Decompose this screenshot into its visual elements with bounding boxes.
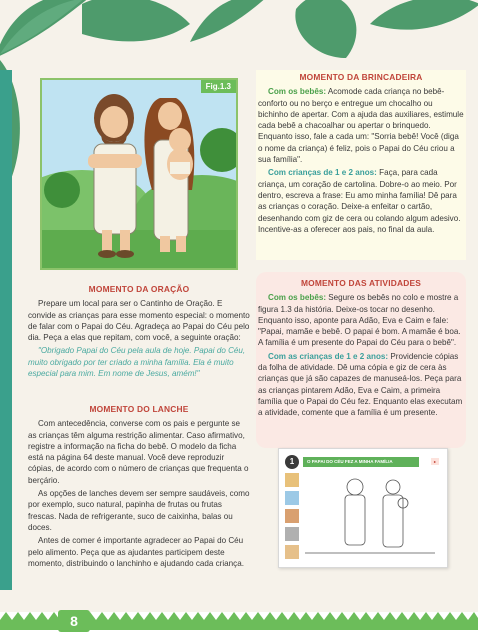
activity-sheet-thumbnail	[278, 448, 448, 568]
heading-atividades: MOMENTO DAS ATIVIDADES	[300, 278, 422, 288]
heading-oracao: MOMENTO DA ORAÇÃO	[88, 284, 190, 294]
sheet-title: O PAPAI DO CÉU FEZ A MINHA FAMÍLIA	[303, 457, 419, 467]
atividades-paragraph-1	[258, 292, 464, 348]
prayer-text: "Obrigado Papai do Céu pela aula de hoje. Papai do Céu, muito obrigado por ter criado a minha família. Ela é muito especial para mim. Em nome de Jesus, amém!"	[28, 346, 246, 379]
lead-criancas: Com crianças de 1 e 2 anos:	[268, 168, 377, 178]
lanche-paragraph-1: Com antecedência, converse com os pais e pergunte se as crianças têm alguma restrição alimentar. Caso afirmativo, registre a informação na ficha do bebê. O modelo da ficha está na página 64 deste manual. Você deve reproduzir cópias, de acordo com o número de crianças que frequenta o berçário.	[28, 419, 249, 485]
oracao-paragraph: Prepare um local para ser o Cantinho de Oração. E convide as crianças para esse momento especial: o momento de falar com o Papai do Céu. Agradeça ao Papai do Céu pelo dia. Peça a elas que repitam, com você, a seguinte oração:	[28, 299, 250, 343]
heading-lanche: MOMENTO DO LANCHE	[89, 404, 189, 414]
page-number: 8	[58, 610, 90, 632]
illustration-adam-eve-cain	[40, 78, 238, 270]
brincadeira-text-1: Acomode cada criança no bebê-conforto ou no berço e entregue um chocalho ou bichinho de apertar. Com a ajuda das auxiliares, estimule cada bebê a chacoalhar ou apertar o brinquedo. Enquanto isso, fale a cada um: "Sorria bebê! Você (diga o nome da criança) é feliz, pois o Papai do Céu criou a sua família".	[258, 87, 464, 165]
section-atividades	[258, 278, 464, 421]
sheet-number: 1	[285, 455, 299, 469]
section-brincadeira	[258, 72, 464, 237]
sheet-badge: ▸	[431, 458, 439, 465]
monstera-leaf-icon	[286, 0, 366, 60]
fern-leaf-icon	[190, 0, 270, 48]
heading-brincadeira: MOMENTO DA BRINCADEIRA	[299, 72, 423, 82]
brincadeira-text-2: Faça, para cada criança, um coração de cartolina. Dobre-o ao meio. Por dentro, escreva a frase: Eu amo minha família! Dê para as crianças o coração. Deixe-a enfeitar o cartão, desenhando com giz de cera ou colando algum adesivo. Incentive-as a oferecer aos pais, no final da aula.	[258, 168, 461, 234]
family-illustration	[42, 80, 236, 268]
brincadeira-paragraph-2	[258, 167, 464, 235]
atividades-text-1: Segure os bebês no colo e mostre a figura 1.3 da história. Deixe-os tocar no desenho. Enquanto isso, aponte para Adão, Eva e Caim e fale: "Papai, mamãe e bebê. O papai é bom. A mamãe é boa. A família é um presente do Papai do Céu para o bebê".	[258, 293, 461, 348]
lanche-paragraph-2: As opções de lanches devem ser sempre saudáveis, como por exemplo, suco natural, papinha de frutas ou frutas frescas. Nada de refrigerante, suco de caixinha, balas ou doces.	[28, 489, 250, 532]
brincadeira-paragraph-1	[258, 86, 464, 165]
left-decorative-band	[0, 70, 12, 590]
section-lanche	[28, 404, 250, 571]
figure-tag: Fig.1.3	[201, 80, 236, 93]
palm-leaf-icon	[370, 0, 478, 38]
lead-bebes: Com os bebês:	[268, 87, 327, 97]
sheet-drawing	[285, 473, 441, 563]
lead-bebes: Com os bebês:	[268, 293, 327, 303]
atividades-paragraph-2	[258, 351, 464, 419]
lead-criancas: Com as crianças de 1 e 2 anos:	[268, 351, 389, 361]
atividades-text-2: Providencie cópias da folha de atividade. Dê uma cópia e giz de cera às crianças que já são capazes de manuseá-los. Peça para as crianças pintarem Adão, Eva e Caim, a primeira família que o Papai do Céu fez. Enquanto elas executam a atividade, comente que a família é um presente.	[258, 351, 463, 418]
monstera-leaf-icon	[82, 0, 192, 46]
section-oracao	[28, 284, 250, 381]
lanche-paragraph-3: Antes de comer é importante agradecer ao Papai do Céu pelo alimento. Peça que as ajudantes participem deste momento, distribuindo o lanchinho e ajudando cada criança.	[28, 536, 244, 568]
